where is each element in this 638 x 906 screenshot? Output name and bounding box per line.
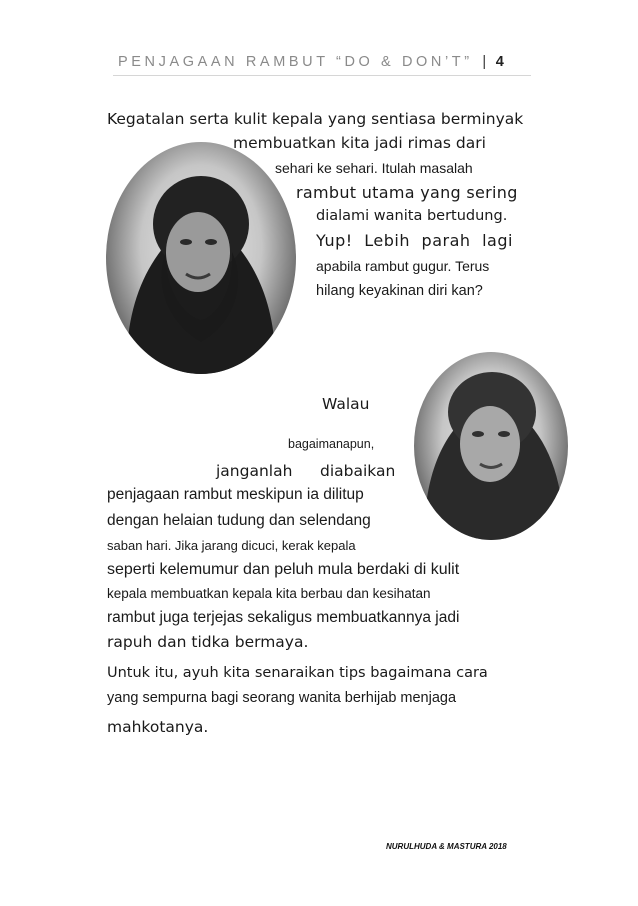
header-divider xyxy=(113,75,531,76)
text-line-15: seperti kelemumur dan peluh mula berdaki di kulit xyxy=(107,561,460,578)
text-line-1: Kegatalan serta kulit kepala yang sentiasa berminyak xyxy=(107,110,524,128)
text-line-3: sehari ke sehari. Itulah masalah xyxy=(275,160,473,176)
header-title: PENJAGAAN RAMBUT “DO & DON’T” xyxy=(118,54,473,70)
text-line-7: apabila rambut gugur. Terus xyxy=(316,258,490,274)
text-line-18: rapuh dan tidka bermaya. xyxy=(107,633,309,651)
text-line-14: saban hari. Jika jarang dicuci, kerak kepala xyxy=(107,538,356,553)
text-line-11b: diabaikan xyxy=(320,462,396,480)
header-separator: | xyxy=(482,54,487,70)
text-line-6: Yup! Lebih parah lagi xyxy=(316,231,513,250)
text-line-5: dialami wanita bertudung. xyxy=(316,208,508,224)
text-line-8: hilang keyakinan diri kan? xyxy=(316,283,483,299)
text-line-2: membuatkan kita jadi rimas dari xyxy=(233,134,486,152)
text-line-13: dengan helaian tudung dan selendang xyxy=(107,512,371,529)
text-line-12: penjagaan rambut meskipun ia dilitup xyxy=(107,486,364,503)
text-line-21: mahkotanya. xyxy=(107,718,209,736)
text-line-17: rambut juga terjejas sekaligus membuatkannya jadi xyxy=(107,609,460,626)
portrait-photo-2 xyxy=(414,352,568,540)
text-line-10: bagaimanapun, xyxy=(288,437,375,451)
text-line-19: Untuk itu, ayuh kita senaraikan tips bagaimana cara xyxy=(107,665,488,681)
text-line-20: yang sempurna bagi seorang wanita berhijab menjaga xyxy=(107,690,457,706)
footer-credit: NURULHUDA & MASTURA 2018 xyxy=(386,842,507,851)
text-line-9: Walau xyxy=(322,395,370,413)
text-line-16: kepala membuatkan kepala kita berbau dan kesihatan xyxy=(107,586,431,601)
portrait-photo-1 xyxy=(106,142,296,374)
text-line-11a: janganlah xyxy=(216,462,293,480)
portrait-2-icon xyxy=(414,352,568,540)
page-header xyxy=(118,54,532,70)
page-number: 4 xyxy=(495,54,504,70)
portrait-1-icon xyxy=(106,142,296,374)
text-line-4: rambut utama yang sering xyxy=(296,183,518,202)
